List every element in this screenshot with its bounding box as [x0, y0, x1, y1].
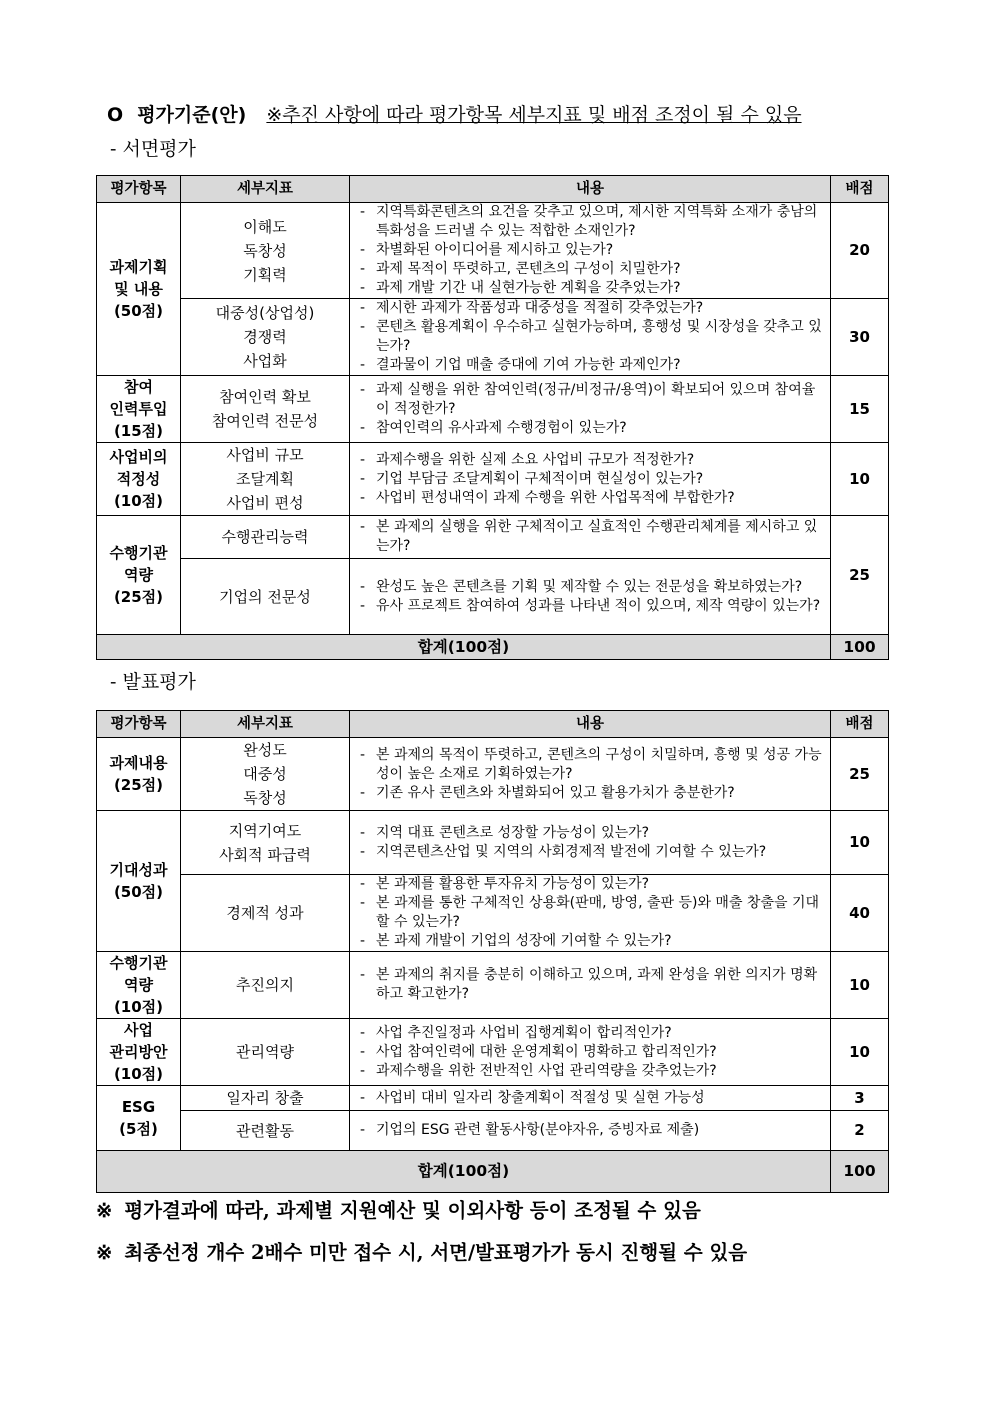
indicator-cell: 참여인력 확보 참여인력 전문성: [181, 376, 350, 443]
category-cell: 사업비의 적정성 (10점): [97, 443, 181, 516]
indicator-cell: 지역기여도 사회적 파급력: [181, 811, 350, 875]
col-score: 배점: [831, 711, 889, 738]
content-cell: - 제시한 과제가 작품성과 대중성을 적절히 갖추었는가? - 콘텐츠 활용계획이 우수하고 실현가능하며, 흥행성 및 시장성을 갖추고 있는가? - 결과물이 기업 매출 증대에 기여 가능한 과제인가?: [350, 299, 831, 376]
content-cell: - 본 과제의 목적이 뚜렷하고, 콘텐츠의 구성이 치밀하며, 흥행 및 성공 가능성이 높은 소재로 기획하였는가? - 기존 유사 콘텐츠와 차별화되어 있고 활용가치가 충분한가?: [350, 738, 831, 811]
content-cell: - 본 과제를 활용한 투자유치 가능성이 있는가? - 본 과제를 통한 구체적인 상용화(판매, 방영, 출판 등)와 매출 창출을 기대할 수 있는가? - 본 과제 개발이 기업의 성장에 기여할 수 있는가?: [350, 875, 831, 952]
total-row: [97, 1151, 889, 1193]
table-row: [97, 443, 889, 516]
total-score: 100: [831, 635, 889, 660]
indicator-cell: 추진의지: [181, 952, 350, 1019]
category-cell: ESG (5점): [97, 1086, 181, 1151]
adjustment-note: ※추진 사항에 따라 평가항목 세부지표 및 배점 조정이 될 수 있음: [266, 104, 802, 126]
bullet-circle-icon: O: [107, 104, 124, 126]
content-cell: - 사업 추진일정과 사업비 집행계획이 합리적인가? - 사업 참여인력에 대한 운영계획이 명확하고 합리적인가? - 과제수행을 위한 전반적인 사업 관리역량을 갖추었는가?: [350, 1019, 831, 1086]
col-content: 내용: [350, 711, 831, 738]
presentation-eval-table: [96, 710, 889, 1193]
score-cell: 3: [831, 1086, 889, 1111]
content-cell: - 사업비 대비 일자리 창출계획이 적절성 및 실현 가능성: [350, 1086, 831, 1111]
category-cell: 과제기획 및 내용 (50점): [97, 203, 181, 376]
col-indicator: 세부지표: [181, 711, 350, 738]
col-score: 배점: [831, 176, 889, 203]
category-cell: 기대성과 (50점): [97, 811, 181, 952]
header-row: [97, 176, 889, 203]
score-cell: 20: [831, 203, 889, 299]
score-cell: 10: [831, 1019, 889, 1086]
table-row: [97, 203, 889, 299]
written-eval-label: - 서면평가: [110, 138, 196, 160]
category-cell: 수행기관 역량 (10점): [97, 952, 181, 1019]
category-cell: 수행기관 역량 (25점): [97, 516, 181, 635]
content-cell: - 본 과제의 실행을 위한 구체적이고 실효적인 수행관리체계를 제시하고 있는가?: [350, 516, 831, 559]
col-category: 평가항목: [97, 176, 181, 203]
table-row: [97, 299, 889, 376]
table-row: [97, 376, 889, 443]
score-cell: 10: [831, 952, 889, 1019]
reference-mark-icon: ※: [96, 1241, 113, 1264]
score-cell: 25: [831, 738, 889, 811]
table-row: [97, 952, 889, 1019]
category-cell: 사업 관리방안 (10점): [97, 1019, 181, 1086]
indicator-cell: 관련활동: [181, 1111, 350, 1151]
content-cell: - 지역특화콘텐츠의 요건을 갖추고 있으며, 제시한 지역특화 소재가 충남의 특화성을 드러낼 수 있는 적합한 소재인가? - 차별화된 아이디어를 제시하고 있는가? - 과제 목적이 뚜렷하고, 콘텐츠의 구성이 치밀한가? - 과제 개발 기간 내 실현가능한 계획을 갖추었는가?: [350, 203, 831, 299]
total-label: 합계(100점): [97, 635, 831, 660]
footnote-simultaneous: ※ 최종선정 개수 2배수 미만 접수 시, 서면/발표평가가 동시 진행될 수 있음: [96, 1241, 748, 1264]
total-row: [97, 635, 889, 660]
indicator-cell: 관리역량: [181, 1019, 350, 1086]
table-row: [97, 1019, 889, 1086]
indicator-cell: 대중성(상업성) 경쟁력 사업화: [181, 299, 350, 376]
table-row: [97, 516, 889, 559]
section-title: 평가기준(안): [137, 104, 247, 126]
table-row: [97, 1111, 889, 1151]
category-cell: 참여 인력투입 (15점): [97, 376, 181, 443]
header-row: [97, 711, 889, 738]
content-cell: - 과제수행을 위한 실제 소요 사업비 규모가 적정한가? - 기업 부담금 조달계획이 구체적이며 현실성이 있는가? - 사업비 편성내역이 과제 수행을 위한 사업목적에 부합한가?: [350, 443, 831, 516]
written-eval-table: [96, 175, 889, 660]
table-row: [97, 811, 889, 875]
footnote-budget: ※ 평가결과에 따라, 과제별 지원예산 및 이외사항 등이 조정될 수 있음: [96, 1199, 701, 1222]
table-row: [97, 1086, 889, 1111]
score-cell: 10: [831, 811, 889, 875]
score-cell: 15: [831, 376, 889, 443]
score-cell: 2: [831, 1111, 889, 1151]
table-row: [97, 738, 889, 811]
table-row: [97, 559, 889, 635]
total-score: 100: [831, 1151, 889, 1193]
content-cell: - 기업의 ESG 관련 활동사항(분야자유, 증빙자료 제출): [350, 1111, 831, 1151]
presentation-eval-label: - 발표평가: [110, 671, 196, 693]
score-cell: 30: [831, 299, 889, 376]
col-content: 내용: [350, 176, 831, 203]
score-cell: 10: [831, 443, 889, 516]
indicator-cell: 수행관리능력: [181, 516, 350, 559]
indicator-cell: 이해도 독창성 기획력: [181, 203, 350, 299]
content-cell: - 과제 실행을 위한 참여인력(정규/비정규/용역)이 확보되어 있으며 참여율이 적정한가? - 참여인력의 유사과제 수행경험이 있는가?: [350, 376, 831, 443]
reference-mark-icon: ※: [96, 1199, 113, 1222]
score-cell: 40: [831, 875, 889, 952]
total-label: 합계(100점): [97, 1151, 831, 1193]
indicator-cell: 일자리 창출: [181, 1086, 350, 1111]
indicator-cell: 완성도 대중성 독창성: [181, 738, 350, 811]
indicator-cell: 사업비 규모 조달계획 사업비 편성: [181, 443, 350, 516]
indicator-cell: 기업의 전문성: [181, 559, 350, 635]
category-cell: 과제내용 (25점): [97, 738, 181, 811]
col-category: 평가항목: [97, 711, 181, 738]
content-cell: - 본 과제의 취지를 충분히 이해하고 있으며, 과제 완성을 위한 의지가 명확하고 확고한가?: [350, 952, 831, 1019]
table-row: [97, 875, 889, 952]
col-indicator: 세부지표: [181, 176, 350, 203]
content-cell: - 완성도 높은 콘텐츠를 기획 및 제작할 수 있는 전문성을 확보하였는가? - 유사 프로젝트 참여하여 성과를 나타낸 적이 있으며, 제작 역량이 있는가?: [350, 559, 831, 635]
score-cell: 25: [831, 516, 889, 635]
indicator-cell: 경제적 성과: [181, 875, 350, 952]
section-heading: [107, 100, 802, 127]
content-cell: - 지역 대표 콘텐츠로 성장할 가능성이 있는가? - 지역콘텐츠산업 및 지역의 사회경제적 발전에 기여할 수 있는가?: [350, 811, 831, 875]
